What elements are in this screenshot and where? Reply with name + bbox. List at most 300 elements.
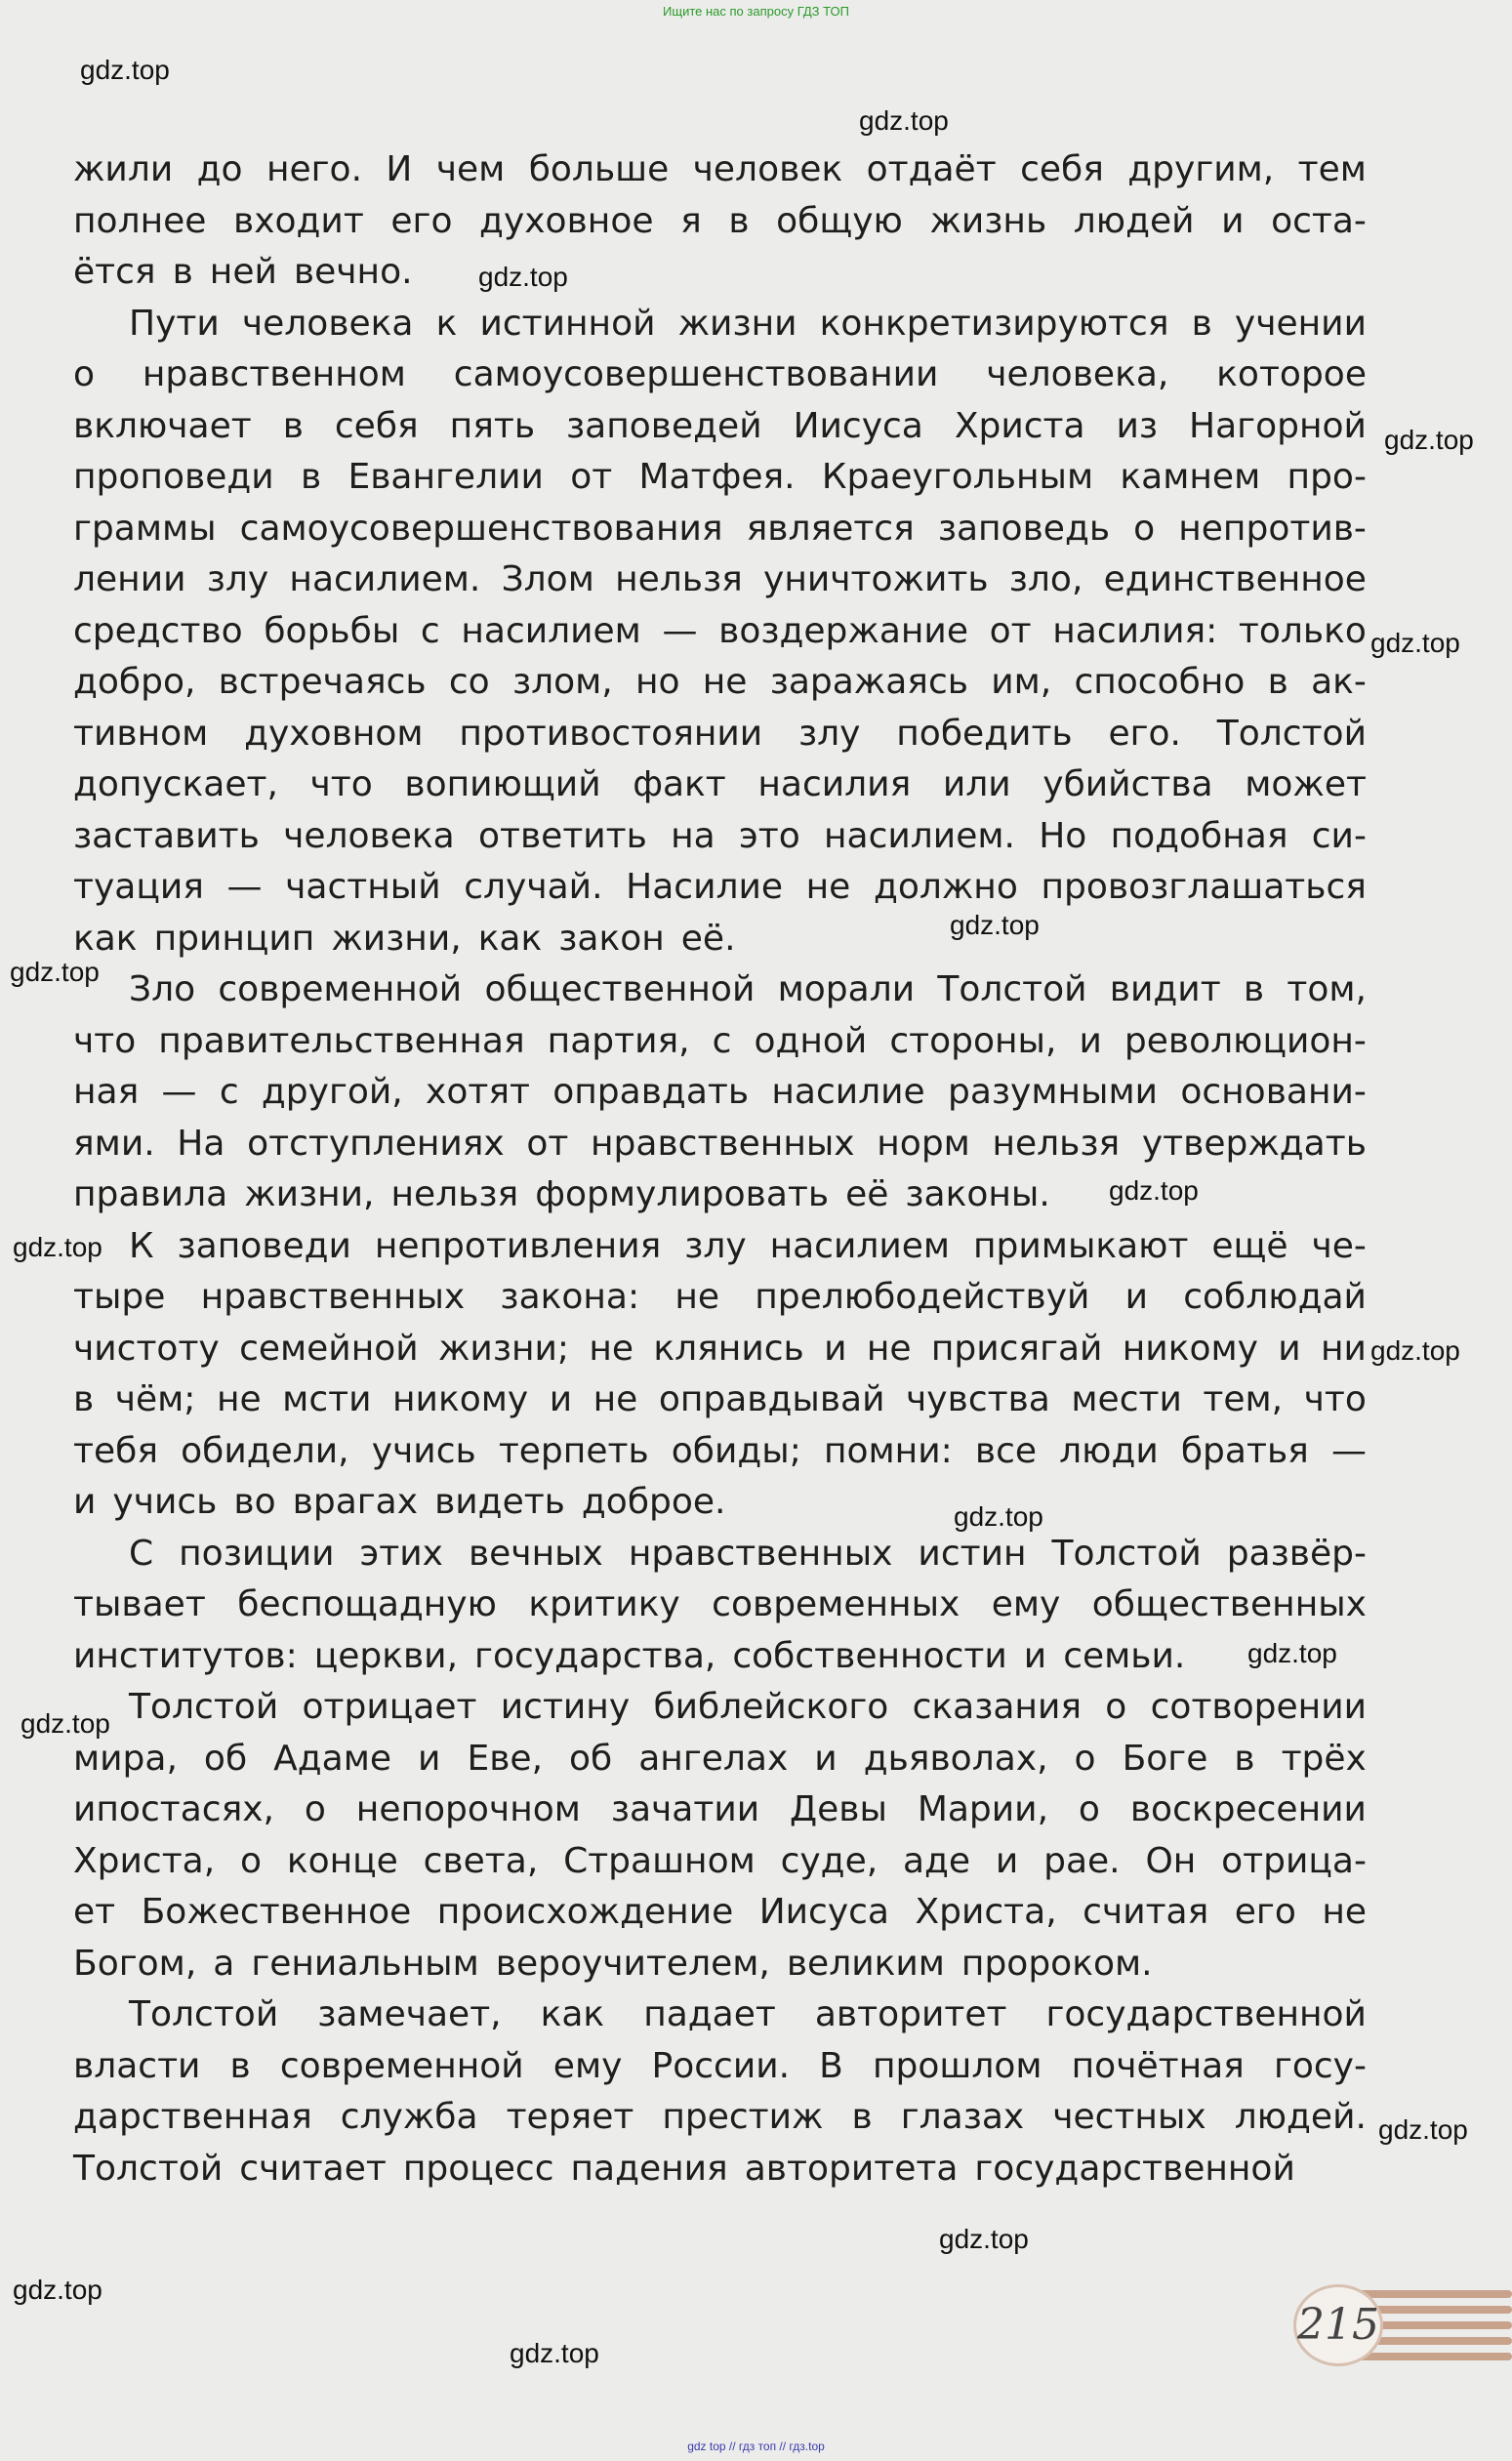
word: в [229, 2045, 251, 2086]
word: из [1116, 405, 1159, 446]
word: падения [570, 2148, 728, 2189]
word: стороны, [889, 1020, 1057, 1061]
paragraph [73, 299, 1367, 965]
word: тем, [1203, 1379, 1284, 1419]
text-line [73, 247, 1367, 299]
word: насилием [461, 610, 641, 651]
watermark: gdz.top [1370, 628, 1460, 658]
body-text [73, 144, 1367, 2194]
text-line [73, 1169, 1367, 1221]
word: с [219, 1072, 239, 1112]
word: как [73, 918, 138, 959]
word: жизни, [244, 1174, 375, 1214]
word: о [304, 1789, 326, 1829]
word: насилием. [289, 559, 481, 599]
word: государственной [974, 2148, 1295, 2189]
word: и [1124, 1277, 1149, 1317]
word: от [570, 457, 613, 497]
word: учись [112, 1482, 218, 1522]
word: её [845, 1174, 889, 1214]
paragraph [73, 1989, 1367, 2194]
text-line [73, 1016, 1367, 1068]
word: входит [232, 200, 364, 241]
word: Христа, [73, 1840, 216, 1881]
word: и [418, 1738, 441, 1779]
word: обидели, [181, 1430, 349, 1471]
word: современной [279, 2045, 524, 2086]
word: его. [1108, 713, 1181, 754]
word: самоусовершенствования [239, 508, 723, 549]
word: авторитет [814, 1994, 1007, 2034]
word: от [526, 1123, 569, 1164]
word: убийства [1042, 764, 1213, 804]
text-line [73, 1324, 1367, 1375]
word: насилия: [1052, 610, 1218, 651]
word: Толстой [1216, 713, 1367, 754]
word: может [1245, 764, 1367, 804]
word: вечных [468, 1533, 603, 1574]
word: честных [1052, 2097, 1206, 2137]
text-line [73, 1682, 1367, 1734]
word: насилие [771, 1072, 925, 1112]
word: в [1234, 1738, 1255, 1779]
word: и [824, 1328, 847, 1369]
word: Адаме [273, 1738, 392, 1779]
text-line [73, 657, 1367, 709]
word: семьи. [1063, 1635, 1186, 1676]
word: помни: [823, 1430, 953, 1471]
word: жизни [677, 303, 797, 344]
word: человека [283, 815, 455, 856]
word: чём; [114, 1379, 196, 1419]
watermark: gdz.top [478, 262, 568, 292]
word: что [1303, 1379, 1367, 1419]
word: злу [206, 559, 269, 599]
word: не [1322, 1892, 1367, 1932]
word: институтов: [73, 1635, 298, 1676]
word: не [702, 662, 748, 702]
word: общую [776, 200, 903, 241]
text-line [73, 1784, 1367, 1836]
word: про- [1287, 457, 1367, 497]
text-line [73, 196, 1367, 248]
watermark: gdz.top [950, 910, 1040, 940]
word: партия, [547, 1020, 690, 1061]
word: ная [73, 1072, 140, 1112]
word: ему [991, 1584, 1061, 1624]
word: вечно. [293, 252, 413, 292]
word: закон [558, 918, 665, 959]
word: оправдывай [658, 1379, 885, 1419]
word: злу [797, 713, 861, 754]
word: Толстой [1051, 1533, 1202, 1574]
word: тыре [73, 1277, 166, 1317]
word: нельзя [615, 559, 743, 599]
word: жизни, [331, 918, 462, 959]
word: государственной [1045, 1994, 1367, 2034]
word: Матфея. [638, 457, 796, 497]
word: Пути [129, 303, 220, 344]
text-line [73, 349, 1367, 401]
word: власти [73, 2045, 201, 2086]
word: И [386, 149, 413, 189]
word: Иисуса [758, 1892, 889, 1932]
word: что [73, 1020, 137, 1061]
text-line [73, 2041, 1367, 2093]
word: прелюбодействуй [755, 1277, 1090, 1317]
word: заражаясь [769, 662, 968, 702]
word: — [662, 610, 698, 651]
word: норм [877, 1123, 970, 1164]
word: На [177, 1123, 225, 1164]
word: основани- [1180, 1072, 1367, 1112]
text-line [73, 1939, 1367, 1990]
word: духовном [244, 713, 424, 754]
word: России. [651, 2045, 791, 2086]
word: о [240, 1840, 263, 1881]
word: воскресении [1129, 1789, 1367, 1829]
word: — [161, 1072, 197, 1112]
word: общественной [484, 969, 756, 1009]
word: этих [359, 1533, 443, 1574]
word: Злом [501, 559, 594, 599]
word: церкви, [313, 1635, 459, 1676]
text-line [73, 1631, 1367, 1683]
text-line [73, 1374, 1367, 1426]
text-line [73, 144, 1367, 196]
word: обиды; [671, 1430, 801, 1471]
word: средство [73, 610, 243, 651]
watermark: gdz.top [1384, 425, 1474, 455]
word: мсти [282, 1379, 372, 1419]
word: до [196, 149, 243, 189]
paragraph [73, 1682, 1367, 1989]
word: воздержание [718, 610, 968, 651]
word: отрица- [1221, 1840, 1367, 1881]
word: никому [392, 1379, 529, 1419]
watermark: gdz.top [1247, 1638, 1337, 1668]
word: непротивления [374, 1225, 662, 1266]
text-line [73, 1477, 1367, 1529]
word: тебя [73, 1430, 158, 1471]
watermark: gdz.top [954, 1501, 1043, 1532]
word: ни [1321, 1328, 1367, 1369]
word: Толстой [129, 1994, 279, 2034]
word: ещё [1211, 1225, 1288, 1266]
word: сказания [912, 1687, 1082, 1727]
word: в [1267, 662, 1288, 702]
word: жизнь [929, 200, 1047, 241]
word: жизни; [438, 1328, 570, 1369]
word: Он [1145, 1840, 1197, 1881]
word: и [549, 1379, 573, 1419]
word: учись [371, 1430, 476, 1471]
word: Иисуса [793, 405, 923, 446]
word: но [634, 662, 680, 702]
word: борьбы [264, 610, 400, 651]
word: в [300, 457, 322, 497]
word: никому [1122, 1328, 1258, 1369]
word: хотят [426, 1072, 530, 1112]
watermark: gdz.top [13, 1232, 102, 1262]
word: Страшном [563, 1840, 756, 1881]
word: пять [449, 405, 536, 446]
watermark: gdz.top [939, 2224, 1029, 2254]
text-line [73, 1887, 1367, 1939]
word: противостоянии [459, 713, 763, 754]
word: является [746, 508, 915, 549]
word: допускает, [73, 764, 278, 804]
word: нравственном [142, 354, 406, 394]
word: во [233, 1482, 276, 1522]
word: которое [1216, 354, 1367, 394]
text-line [73, 452, 1367, 504]
word: человека [241, 303, 414, 344]
word: самоусовершенствовании [453, 354, 939, 394]
word: присягай [930, 1328, 1103, 1369]
word: служба [340, 2097, 478, 2137]
word: победить [896, 713, 1073, 754]
word: единственное [1103, 559, 1367, 599]
text-line [73, 709, 1367, 760]
text-line [73, 554, 1367, 606]
word: ётся [73, 252, 156, 292]
word: камнем [1120, 457, 1261, 497]
text-line [73, 1734, 1367, 1785]
word: зачатии [610, 1789, 760, 1829]
word: аде [902, 1840, 971, 1881]
word: чувства [906, 1379, 1050, 1419]
word: че- [1311, 1225, 1367, 1266]
paragraph [73, 964, 1367, 1221]
word: отдаёт [866, 149, 997, 189]
watermark: gdz.top [20, 1708, 110, 1739]
word: госу- [1273, 2045, 1367, 2086]
word: правительственная [158, 1020, 525, 1061]
watermark: gdz.top [80, 55, 170, 85]
paragraph [73, 144, 1367, 299]
word: не [593, 1379, 638, 1419]
word: Насилие [626, 867, 784, 907]
word: — [1330, 1430, 1367, 1471]
word: истинной [479, 303, 656, 344]
word: собственности [732, 1635, 1007, 1676]
word: на [671, 815, 715, 856]
word: туация [73, 867, 204, 907]
word: насилием. [824, 815, 1015, 856]
word: ипостасях, [73, 1789, 274, 1829]
word: нравственных [591, 1123, 855, 1164]
word: людей. [1234, 2097, 1367, 2137]
text-line [73, 759, 1367, 811]
word: великим [786, 1943, 945, 1984]
word: человек [692, 149, 843, 189]
word: соблюдай [1183, 1277, 1367, 1317]
word: глазах [900, 2097, 1025, 2137]
word: факт [633, 764, 726, 804]
paragraph [73, 1529, 1367, 1683]
word: закона: [500, 1277, 640, 1317]
word: ней [209, 252, 277, 292]
word: им, [991, 662, 1052, 702]
word: в [1243, 969, 1265, 1009]
word: терпеть [498, 1430, 649, 1471]
word: истину [500, 1687, 631, 1727]
word: рае. [1043, 1840, 1121, 1881]
word: включает [73, 405, 252, 446]
word: ак- [1311, 662, 1367, 702]
page-number-area [1254, 2276, 1512, 2374]
text-line [73, 1272, 1367, 1324]
word: непротив- [1178, 508, 1367, 549]
page-number: 215 [1297, 2300, 1379, 2350]
word: современных [712, 1584, 960, 1624]
word: ему [552, 2045, 623, 2086]
word: не [589, 1328, 634, 1369]
word: том, [1287, 969, 1367, 1009]
word: Толстой [129, 1687, 279, 1727]
word: видит [1109, 969, 1221, 1009]
word: тем [1297, 149, 1367, 189]
word: Божественное [141, 1892, 412, 1932]
word: в [282, 405, 304, 446]
word: революцион- [1124, 1020, 1367, 1061]
word: происхождение [436, 1892, 734, 1932]
text-line [73, 2092, 1367, 2144]
word: — [226, 867, 263, 907]
word: и [1079, 1020, 1102, 1061]
word: не [866, 1328, 912, 1369]
word: Богом, [73, 1943, 197, 1984]
text-line [73, 299, 1367, 350]
word: нельзя [390, 1174, 519, 1214]
word: я [680, 200, 702, 241]
watermark: gdz.top [1370, 1335, 1460, 1366]
word: только [1238, 610, 1367, 651]
word: света, [423, 1840, 539, 1881]
word: люди [1059, 1430, 1159, 1471]
word: или [942, 764, 1011, 804]
word: чем [435, 149, 506, 189]
word: о [1105, 1687, 1127, 1727]
word: провозглашаться [1041, 867, 1367, 907]
word: а [213, 1943, 235, 1984]
bottom-footer: gdz top // гдз топ // гдз.top [687, 2440, 825, 2453]
word: полнее [73, 200, 207, 241]
word: мира, [73, 1738, 178, 1779]
word: критику [528, 1584, 680, 1624]
word: и [1278, 1328, 1301, 1369]
word: заповедь [937, 508, 1111, 549]
word: отступлениях [247, 1123, 505, 1164]
word: о [1074, 1738, 1096, 1779]
word: не [674, 1277, 720, 1317]
text-line [73, 1579, 1367, 1631]
word: конце [286, 1840, 398, 1881]
word: заповеди [177, 1225, 351, 1266]
word: добро, [73, 662, 196, 702]
word: должно [873, 867, 1018, 907]
word: нравственных [628, 1533, 893, 1574]
word: Зло [129, 969, 196, 1009]
text-line [73, 401, 1367, 453]
watermark: gdz.top [10, 957, 100, 987]
word: вероучителем, [495, 1943, 770, 1984]
word: дарственная [73, 2097, 312, 2137]
word: другим, [1127, 149, 1275, 189]
word: процесс [402, 2148, 554, 2189]
word: и [995, 1840, 1019, 1881]
word: позиции [179, 1533, 335, 1574]
word: и [1221, 200, 1245, 241]
word: истин [918, 1533, 1027, 1574]
word: тывает [73, 1584, 206, 1624]
word: от [989, 610, 1032, 651]
word: нельзя [992, 1123, 1121, 1164]
watermark: gdz.top [1109, 1175, 1199, 1206]
word: о [1078, 1789, 1100, 1829]
word: и [73, 1482, 97, 1522]
word: другой, [261, 1072, 403, 1112]
word: в [728, 200, 750, 241]
text-line [73, 1529, 1367, 1580]
word: и [814, 1738, 838, 1779]
word: престиж [662, 2097, 824, 2137]
top-banner: Ищите нас по запросу ГДЗ ТОП [663, 4, 849, 19]
word: сотворении [1150, 1687, 1367, 1727]
word: заповедей [566, 405, 762, 446]
word: тивном [73, 713, 209, 754]
word: человека, [986, 354, 1169, 394]
word: пророком. [960, 1943, 1153, 1984]
word: Девы [790, 1789, 887, 1829]
word: принцип [153, 918, 315, 959]
text-line [73, 862, 1367, 914]
text-line [73, 1426, 1367, 1478]
watermark: gdz.top [1378, 2114, 1468, 2145]
word: ответить [477, 815, 647, 856]
text-line [73, 1836, 1367, 1888]
word: развёр- [1226, 1533, 1367, 1574]
word: себя [334, 405, 419, 446]
word: жили [73, 149, 174, 189]
word: Толстой [937, 969, 1087, 1009]
word: Евангелии [347, 457, 544, 497]
word: заставить [73, 815, 260, 856]
word: в [851, 2097, 873, 2137]
word: об [203, 1738, 248, 1779]
word: со [448, 662, 490, 702]
word: не [216, 1379, 262, 1419]
word: клянись [653, 1328, 804, 1369]
word: частный [285, 867, 441, 907]
word: в [172, 252, 193, 292]
word: злом, [511, 662, 613, 702]
text-line [73, 606, 1367, 658]
word: людей [1073, 200, 1195, 241]
word: о [73, 354, 96, 394]
word: больше [528, 149, 670, 189]
paragraph [73, 1221, 1367, 1529]
word: духовное [479, 200, 654, 241]
word: об [569, 1738, 613, 1779]
word: проповеди [73, 457, 274, 497]
word: си- [1311, 815, 1367, 856]
word: авторитета [744, 2148, 959, 2189]
text-line [73, 1989, 1367, 2041]
word: её. [680, 918, 736, 959]
word: морали [777, 969, 916, 1009]
